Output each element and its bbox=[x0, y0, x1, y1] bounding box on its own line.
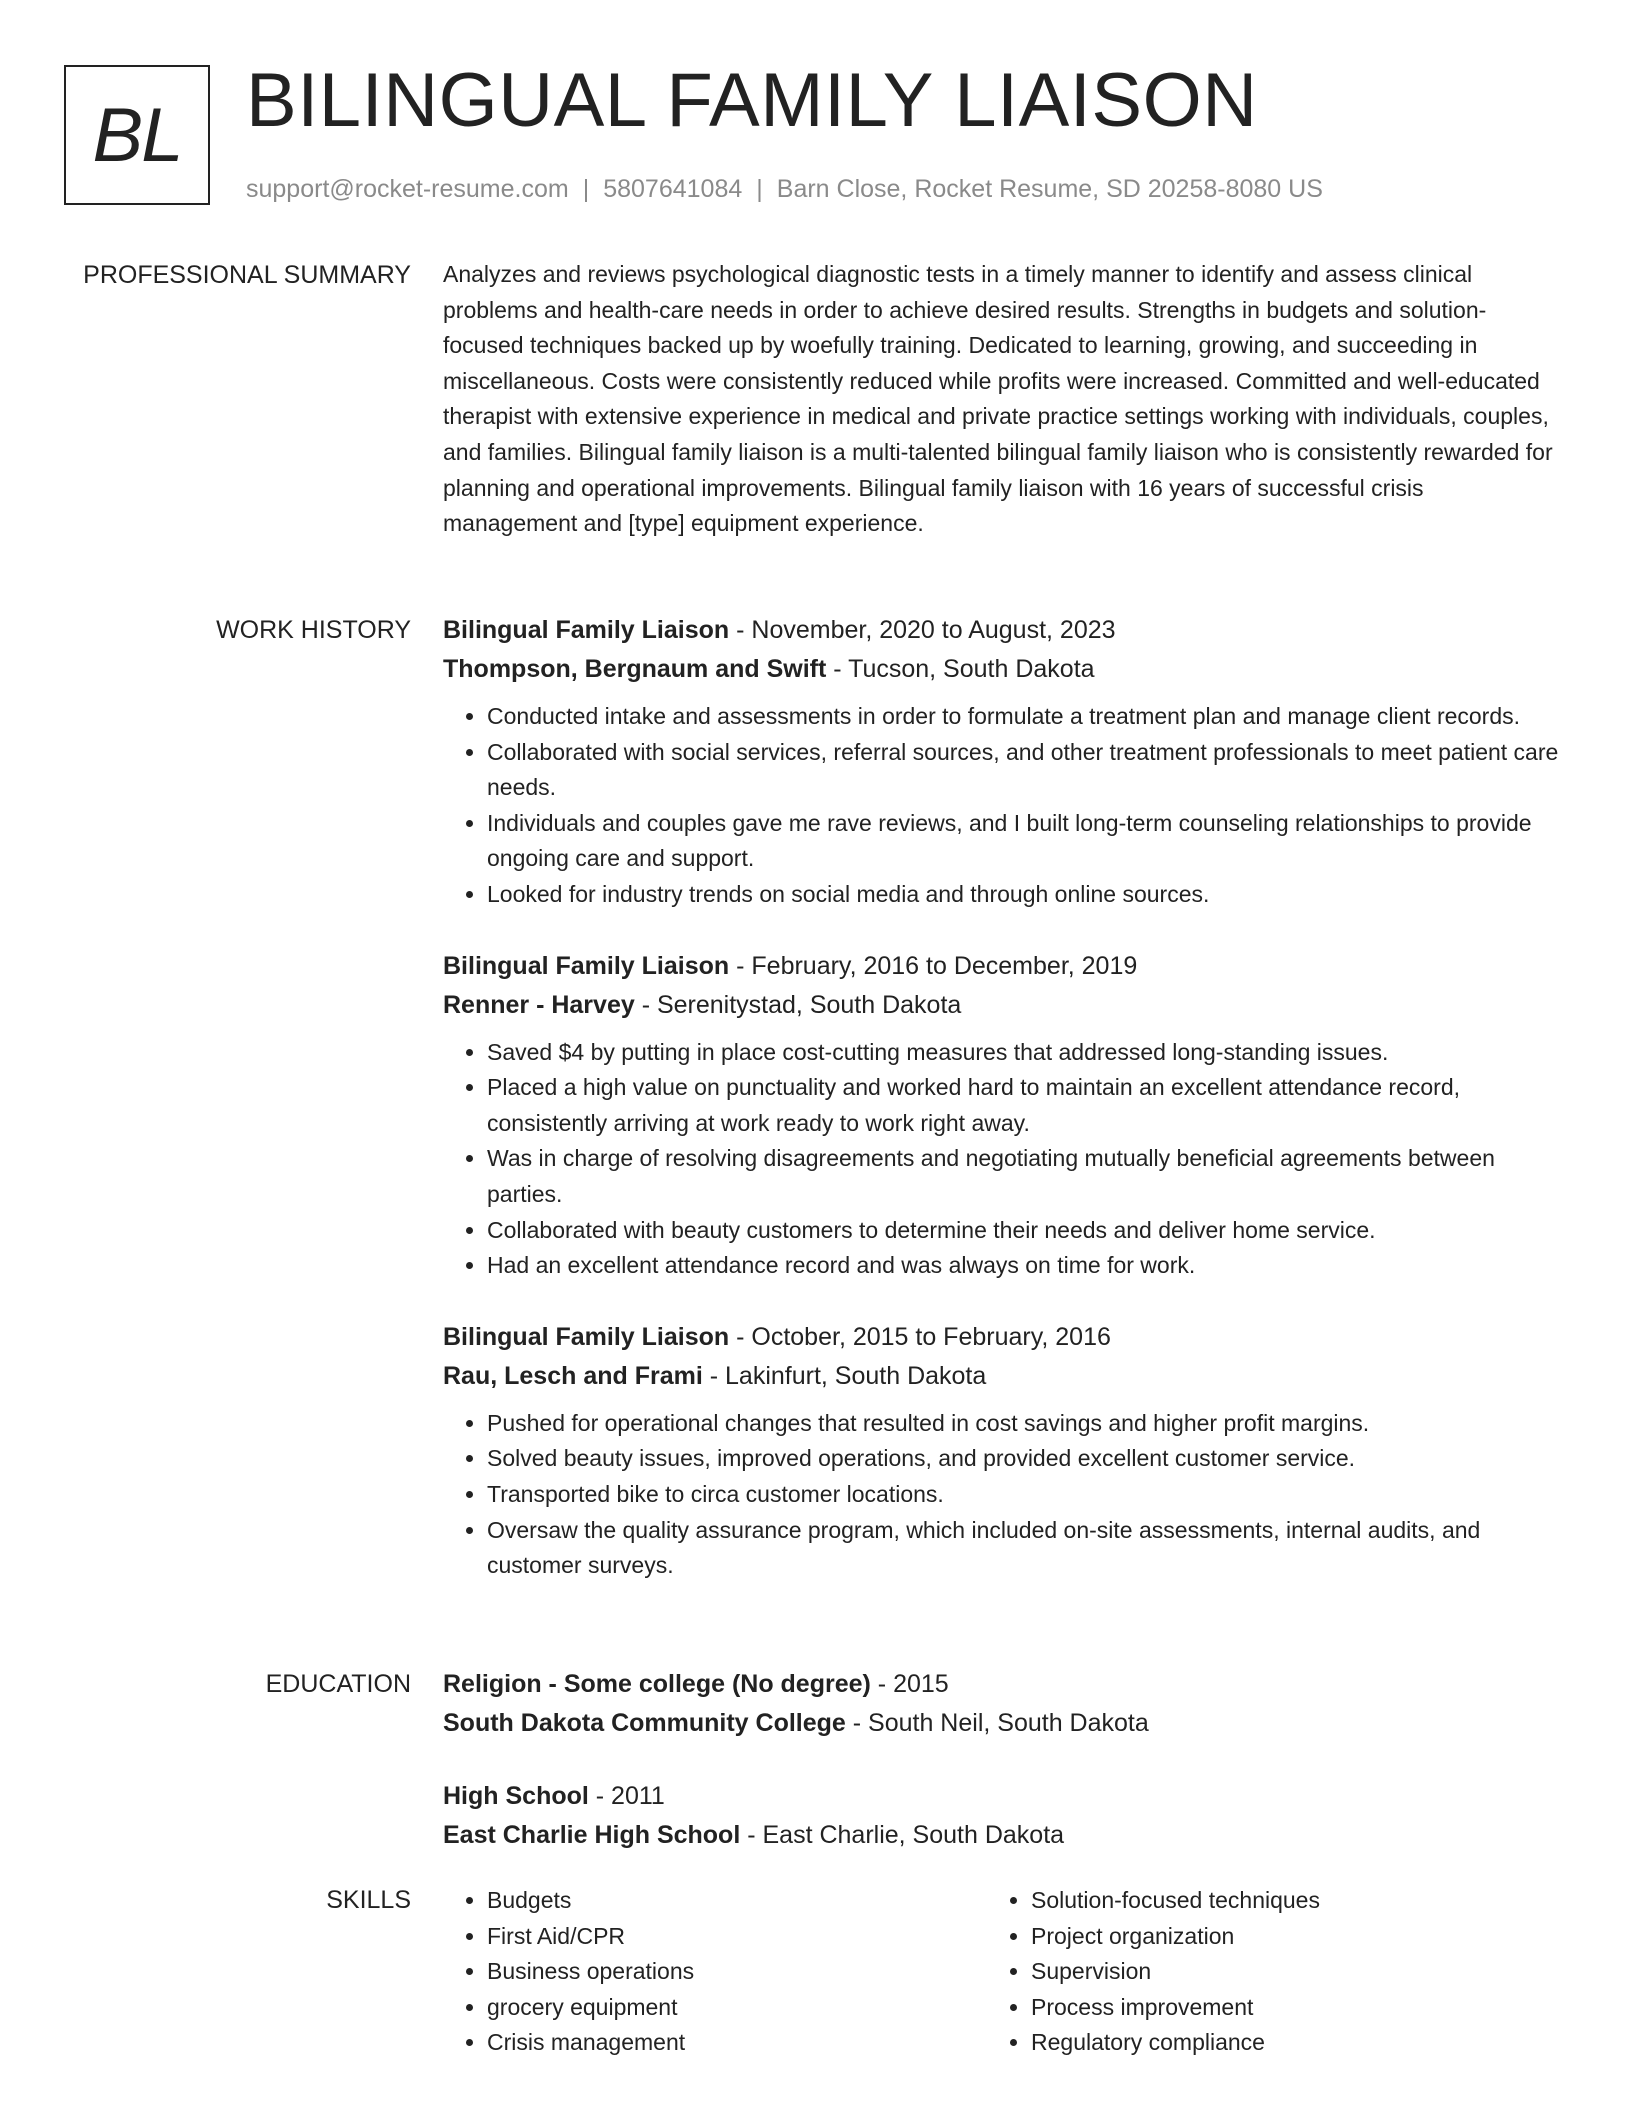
job-company: Renner - Harvey bbox=[443, 990, 635, 1019]
list-item: • Individuals and couples gave me rave reviews, and I built long-term counseling relationships to provide ongoing care and support. bbox=[487, 806, 1563, 877]
job-bullets bbox=[443, 699, 1563, 913]
job-title-line bbox=[443, 611, 1563, 650]
education-school-line bbox=[443, 1704, 1563, 1743]
list-item: • Collaborated with beauty customers to determine their needs and deliver home service. bbox=[487, 1213, 1563, 1249]
phone: 5807641084 bbox=[603, 175, 743, 203]
job-location: - Lakinfurt, South Dakota bbox=[702, 1361, 987, 1390]
job-dates: - February, 2016 to December, 2019 bbox=[729, 951, 1138, 980]
list-item: • Solved beauty issues, improved operations, and provided excellent customer service. bbox=[487, 1441, 1563, 1477]
skill-item: • Process improvement bbox=[1031, 1990, 1531, 2026]
education-list bbox=[443, 1665, 1563, 1889]
list-item: • Pushed for operational changes that resulted in cost savings and higher profit margins. bbox=[487, 1406, 1563, 1442]
skill-item: • Budgets bbox=[487, 1883, 987, 1919]
job-bullets bbox=[443, 1406, 1563, 1584]
education-degree: Religion - Some college (No degree) bbox=[443, 1670, 871, 1698]
section-label-education: EDUCATION bbox=[265, 1670, 411, 1698]
initials-monogram: BL bbox=[64, 65, 210, 205]
education-year: - 2011 bbox=[588, 1782, 665, 1810]
job-title: Bilingual Family Liaison bbox=[443, 616, 730, 644]
job-title: Bilingual Family Liaison bbox=[443, 951, 730, 980]
job-location: - Tucson, South Dakota bbox=[826, 655, 1095, 683]
education-school: South Dakota Community College bbox=[443, 1709, 846, 1737]
summary-text: Analyzes and reviews psychological diagnostic tests in a timely manner to identify and assess clinical problems and health-care needs in order to achieve desired results. Strengths in budgets and solution-focused techniques backed up by woefully training. Dedicated to learning, growing, and succeeding in miscellaneous. Costs were consistently reduced while profits were increased. Committed and well-educated therapist with extensive experience in medical and private practice settings working with individuals, couples, and families. Bilingual family liaison is a multi-talented bilingual family liaison who is consistently rewarded for planning and operational improvements. Bilingual family liaison with 16 years of successful crisis management and [type] equipment experience. bbox=[443, 261, 1553, 537]
skill-item: • Regulatory compliance bbox=[1031, 2025, 1531, 2061]
job-location: - Serenitystad, South Dakota bbox=[634, 990, 962, 1019]
skill-item: • Crisis management bbox=[487, 2025, 987, 2061]
education-entry bbox=[443, 1777, 1563, 1855]
education-location: - East Charlie, South Dakota bbox=[740, 1821, 1065, 1849]
email: support@rocket-resume.com bbox=[246, 175, 569, 203]
education-year: - 2015 bbox=[870, 1670, 949, 1698]
separator: | bbox=[582, 175, 590, 203]
job-entry bbox=[443, 947, 1563, 1284]
job-company-line bbox=[443, 650, 1563, 689]
work-history-list bbox=[443, 611, 1563, 1618]
education-degree: High School bbox=[443, 1782, 589, 1810]
job-entry bbox=[443, 611, 1563, 913]
separator: | bbox=[756, 175, 763, 203]
list-item: • Was in charge of resolving disagreements and negotiating mutually beneficial agreements between parties. bbox=[487, 1141, 1563, 1212]
job-title-line bbox=[443, 1318, 1563, 1357]
job-company-line bbox=[443, 1357, 1563, 1396]
job-dates: - November, 2020 to August, 2023 bbox=[729, 616, 1116, 644]
section-label-skills: SKILLS bbox=[326, 1886, 411, 1914]
address: Barn Close, Rocket Resume, SD 20258-8080 US bbox=[776, 175, 1323, 203]
section-label-work-history: WORK HISTORY bbox=[216, 616, 411, 644]
job-dates: - October, 2015 to February, 2016 bbox=[729, 1322, 1111, 1351]
skill-item: • Solution-focused techniques bbox=[1031, 1883, 1531, 1919]
list-item: • Conducted intake and assessments in order to formulate a treatment plan and manage client records. bbox=[487, 699, 1563, 735]
education-school-line bbox=[443, 1816, 1563, 1855]
skills-list bbox=[443, 1883, 1563, 2061]
contact-line bbox=[246, 172, 1323, 206]
skill-item: • grocery equipment bbox=[487, 1990, 987, 2026]
list-item: • Looked for industry trends on social media and through online sources. bbox=[487, 877, 1563, 913]
education-degree-line bbox=[443, 1665, 1563, 1704]
job-entry bbox=[443, 1318, 1563, 1584]
job-company: Rau, Lesch and Frami bbox=[443, 1361, 703, 1390]
job-company-line bbox=[443, 986, 1563, 1025]
education-school: East Charlie High School bbox=[443, 1821, 741, 1849]
job-company: Thompson, Bergnaum and Swift bbox=[443, 655, 827, 683]
resume-title: BILINGUAL FAMILY LIAISON bbox=[246, 58, 1258, 143]
skill-item: • Business operations bbox=[487, 1954, 987, 1990]
list-item: • Oversaw the quality assurance program, which included on-site assessments, internal audits, and customer surveys. bbox=[487, 1513, 1563, 1584]
list-item: • Transported bike to circa customer locations. bbox=[487, 1477, 1563, 1513]
list-item: • Placed a high value on punctuality and worked hard to maintain an excellent attendance record, consistently arriving at work ready to work right away. bbox=[487, 1070, 1563, 1141]
skills-column-right bbox=[987, 1883, 1531, 2061]
education-entry bbox=[443, 1665, 1563, 1743]
list-item: • Had an excellent attendance record and was always on time for work. bbox=[487, 1248, 1563, 1284]
job-bullets bbox=[443, 1035, 1563, 1284]
list-item: • Saved $4 by putting in place cost-cutting measures that addressed long-standing issues. bbox=[487, 1035, 1563, 1071]
section-label-summary: PROFESSIONAL SUMMARY bbox=[83, 261, 411, 289]
skill-item: • Project organization bbox=[1031, 1919, 1531, 1955]
skill-item: • First Aid/CPR bbox=[487, 1919, 987, 1955]
list-item: • Collaborated with social services, referral sources, and other treatment professionals to meet patient care needs. bbox=[487, 735, 1563, 806]
education-location: - South Neil, South Dakota bbox=[845, 1709, 1149, 1737]
skill-item: • Supervision bbox=[1031, 1954, 1531, 1990]
job-title-line bbox=[443, 947, 1563, 986]
education-degree-line bbox=[443, 1777, 1563, 1816]
skills-column-left bbox=[443, 1883, 987, 2061]
job-title: Bilingual Family Liaison bbox=[443, 1322, 730, 1351]
